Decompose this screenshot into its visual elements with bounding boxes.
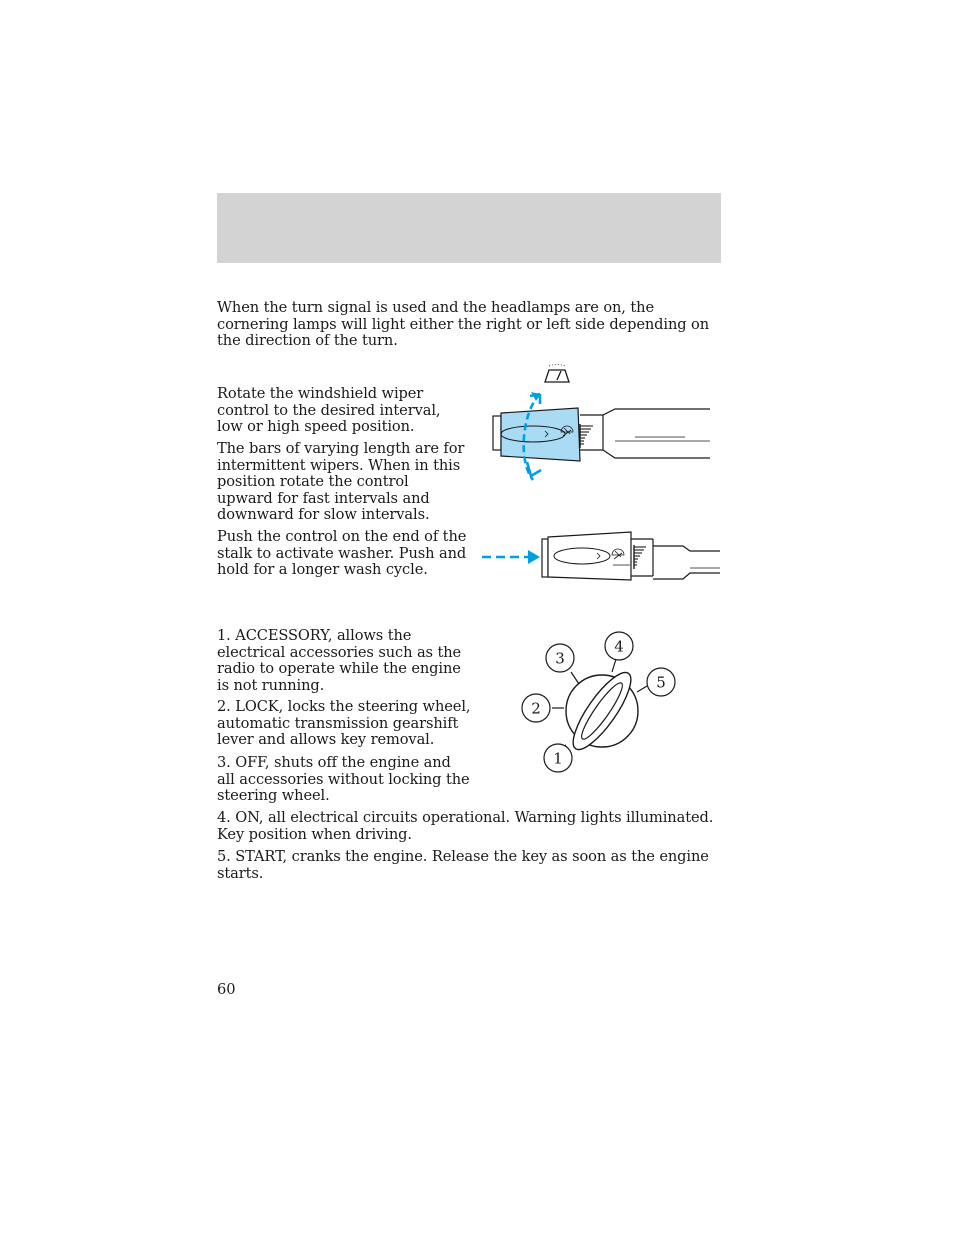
position-label-4	[605, 632, 633, 660]
ignition-item-lock: 2. LOCK, locks the steering wheel, automatic transmission gearshift lever and allows key removal.	[217, 698, 471, 748]
svg-text:2: 2	[531, 699, 541, 718]
svg-text:4: 4	[614, 637, 624, 656]
svg-text:1: 1	[553, 749, 563, 768]
position-label-1	[544, 744, 572, 772]
section-header-band	[217, 193, 721, 263]
svg-text:3: 3	[555, 649, 565, 668]
svg-text:5: 5	[656, 673, 666, 692]
windshield-wiper-icon	[545, 370, 569, 382]
wiper-bars-paragraph: The bars of varying length are for intermittent wipers. When in this position rotate the control upward for fast intervals and downward for slow intervals.	[217, 440, 465, 523]
position-label-3	[546, 644, 574, 672]
wiper-rotate-illustration	[485, 360, 715, 490]
intro-paragraph: When the turn signal is used and the headlamps are on, the cornering lamps will light either the right or left side depending on the direction of the turn.	[217, 299, 710, 349]
wiper-rotate-paragraph: Rotate the windshield wiper control to the desired interval, low or high speed position.	[217, 385, 441, 435]
ignition-switch-illustration	[515, 628, 685, 778]
washer-push-illustration	[478, 525, 723, 585]
ignition-item-accessory: 1. ACCESSORY, allows the electrical accessories such as the radio to operate while the engine is not running.	[217, 627, 462, 694]
position-label-2	[522, 694, 550, 722]
ignition-item-on: 4. ON, all electrical circuits operational. Warning lights illuminated. Key position when driving.	[217, 809, 714, 843]
washer-paragraph: Push the control on the end of the stalk to activate washer. Push and hold for a longer wash cycle.	[217, 528, 467, 578]
ignition-item-start: 5. START, cranks the engine. Release the key as soon as the engine starts.	[217, 848, 709, 882]
page-number: 60	[217, 981, 236, 998]
position-label-5	[647, 668, 675, 696]
ignition-item-off: 3. OFF, shuts off the engine and all accessories without locking the steering wheel.	[217, 754, 470, 804]
